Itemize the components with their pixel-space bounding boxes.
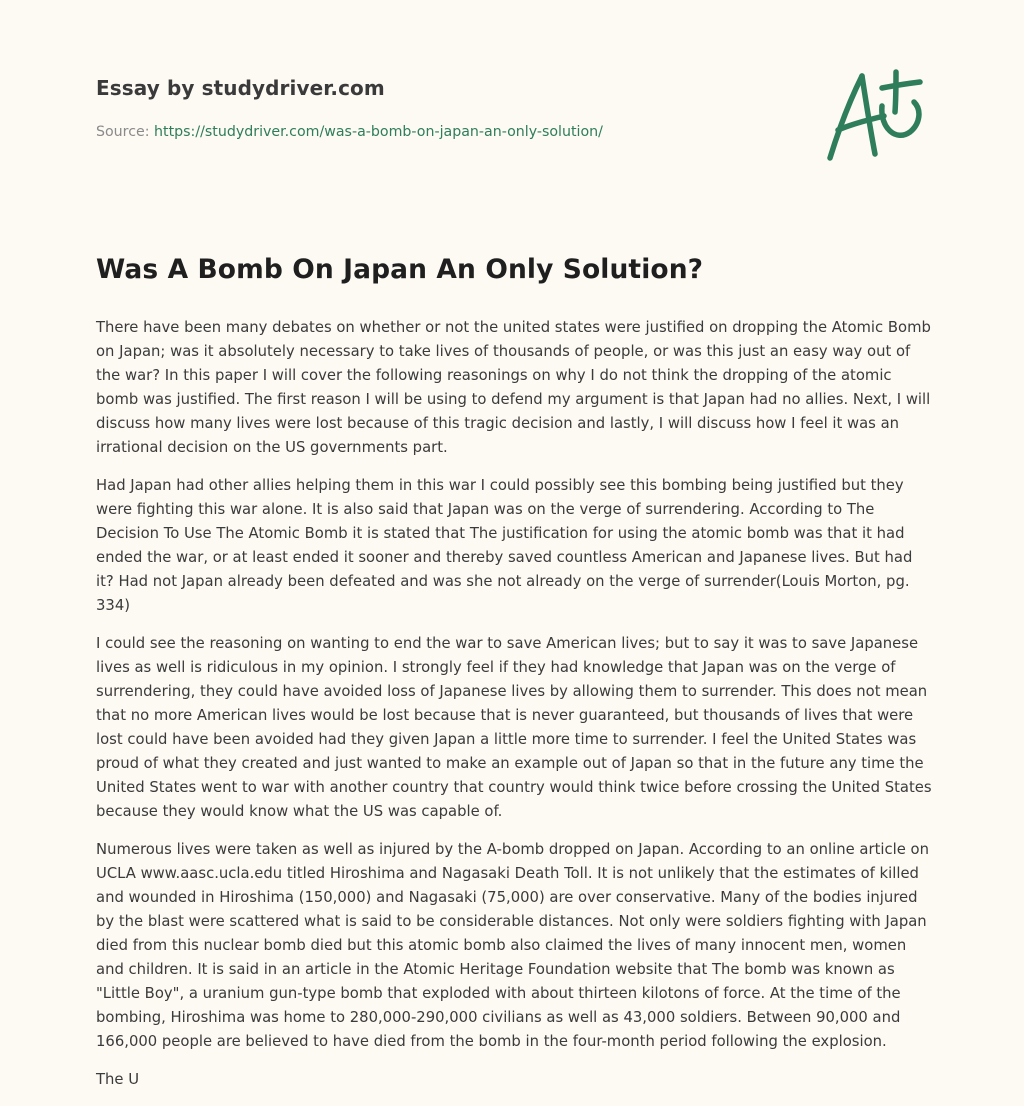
essay-paragraph: Numerous lives were taken as well as injured by the A-bomb dropped on Japan. According to an online article on UCLA www.aasc.ucla.edu titled Hiroshima and Nagasaki Death Toll. It is not unlikely that the estimates of killed and wounded in Hiroshima (150,000) and Nagasaki (75,000) are over conservative. Many of the bodies injured by the blast were scattered what is said to be considerable distances. Not only were soldiers fighting with Japan died from this nuclear bomb died but this atomic bomb also claimed the lives of many innocent men, women and children. It is said in an article in the Atomic Heritage Foundation website that The bomb was known as "Little Boy", a uranium gun-type bomb that exploded with about thirteen kilotons of force. At the time of the bombing, Hiroshima was home to 280,000-290,000 civilians as well as 43,000 soldiers. Between 90,000 and 166,000 people are believed to have died from the bomb in the four-month period following the explosion.	[96, 841, 929, 1050]
source-label: Source:	[96, 124, 150, 140]
essay-paragraph: Had Japan had other allies helping them in this war I could possibly see this bombing being justified but they were fighting this war alone. It is also said that Japan was on the verge of surrendering. According to The Decision To Use The Atomic Bomb it is stated that The justification for using the atomic bomb was that it had ended the war, or at least ended it sooner and thereby saved countless American and Japanese lives. But had it? Had not Japan already been defeated and was she not already on the verge of surrender(Louis Morton, pg. 334)	[96, 477, 913, 614]
brand-heading: Essay by studydriver.com	[96, 76, 385, 100]
essay-paragraph: I could see the reasoning on wanting to end the war to save American lives; but to say it was to save Japanese lives as well is ridiculous in my opinion. I strongly feel if they had knowledge that Japan was on the verge of surrendering, they could have avoided loss of Japanese lives by allowing them to surrender. This does not mean that no more American lives would be lost because that is never guaranteed, but thousands of lives that were lost could have been avoided had they given Japan a little more time to surrender. I feel the United States was proud of what they created and just wanted to make an example out of Japan so that in the future any time the United States went to war with another country that country would think twice before crossing the United States because they would know what the US was capable of.	[96, 635, 932, 820]
essay-title: Was A Bomb On Japan An Only Solution?	[96, 254, 704, 285]
essay-body	[96, 316, 932, 1106]
source-line	[96, 124, 603, 140]
essay-paragraph: The U	[96, 1071, 140, 1088]
essay-paragraph: There have been many debates on whether or not the united states were justified on dropping the Atomic Bomb on Japan; was it absolutely necessary to take lives of thousands of people, or was this just an easy way out of the war? In this paper I will cover the following reasonings on why I do not think the dropping of the atomic bomb was justified. The first reason I will be using to defend my argument is that Japan had no allies. Next, I will discuss how many lives were lost because of this tragic decision and lastly, I will discuss how I feel it was an irrational decision on the US governments part.	[96, 319, 931, 456]
a-plus-logo-icon	[818, 66, 928, 166]
source-link[interactable]: https://studydriver.com/was-a-bomb-on-japan-an-only-solution/	[154, 124, 603, 140]
